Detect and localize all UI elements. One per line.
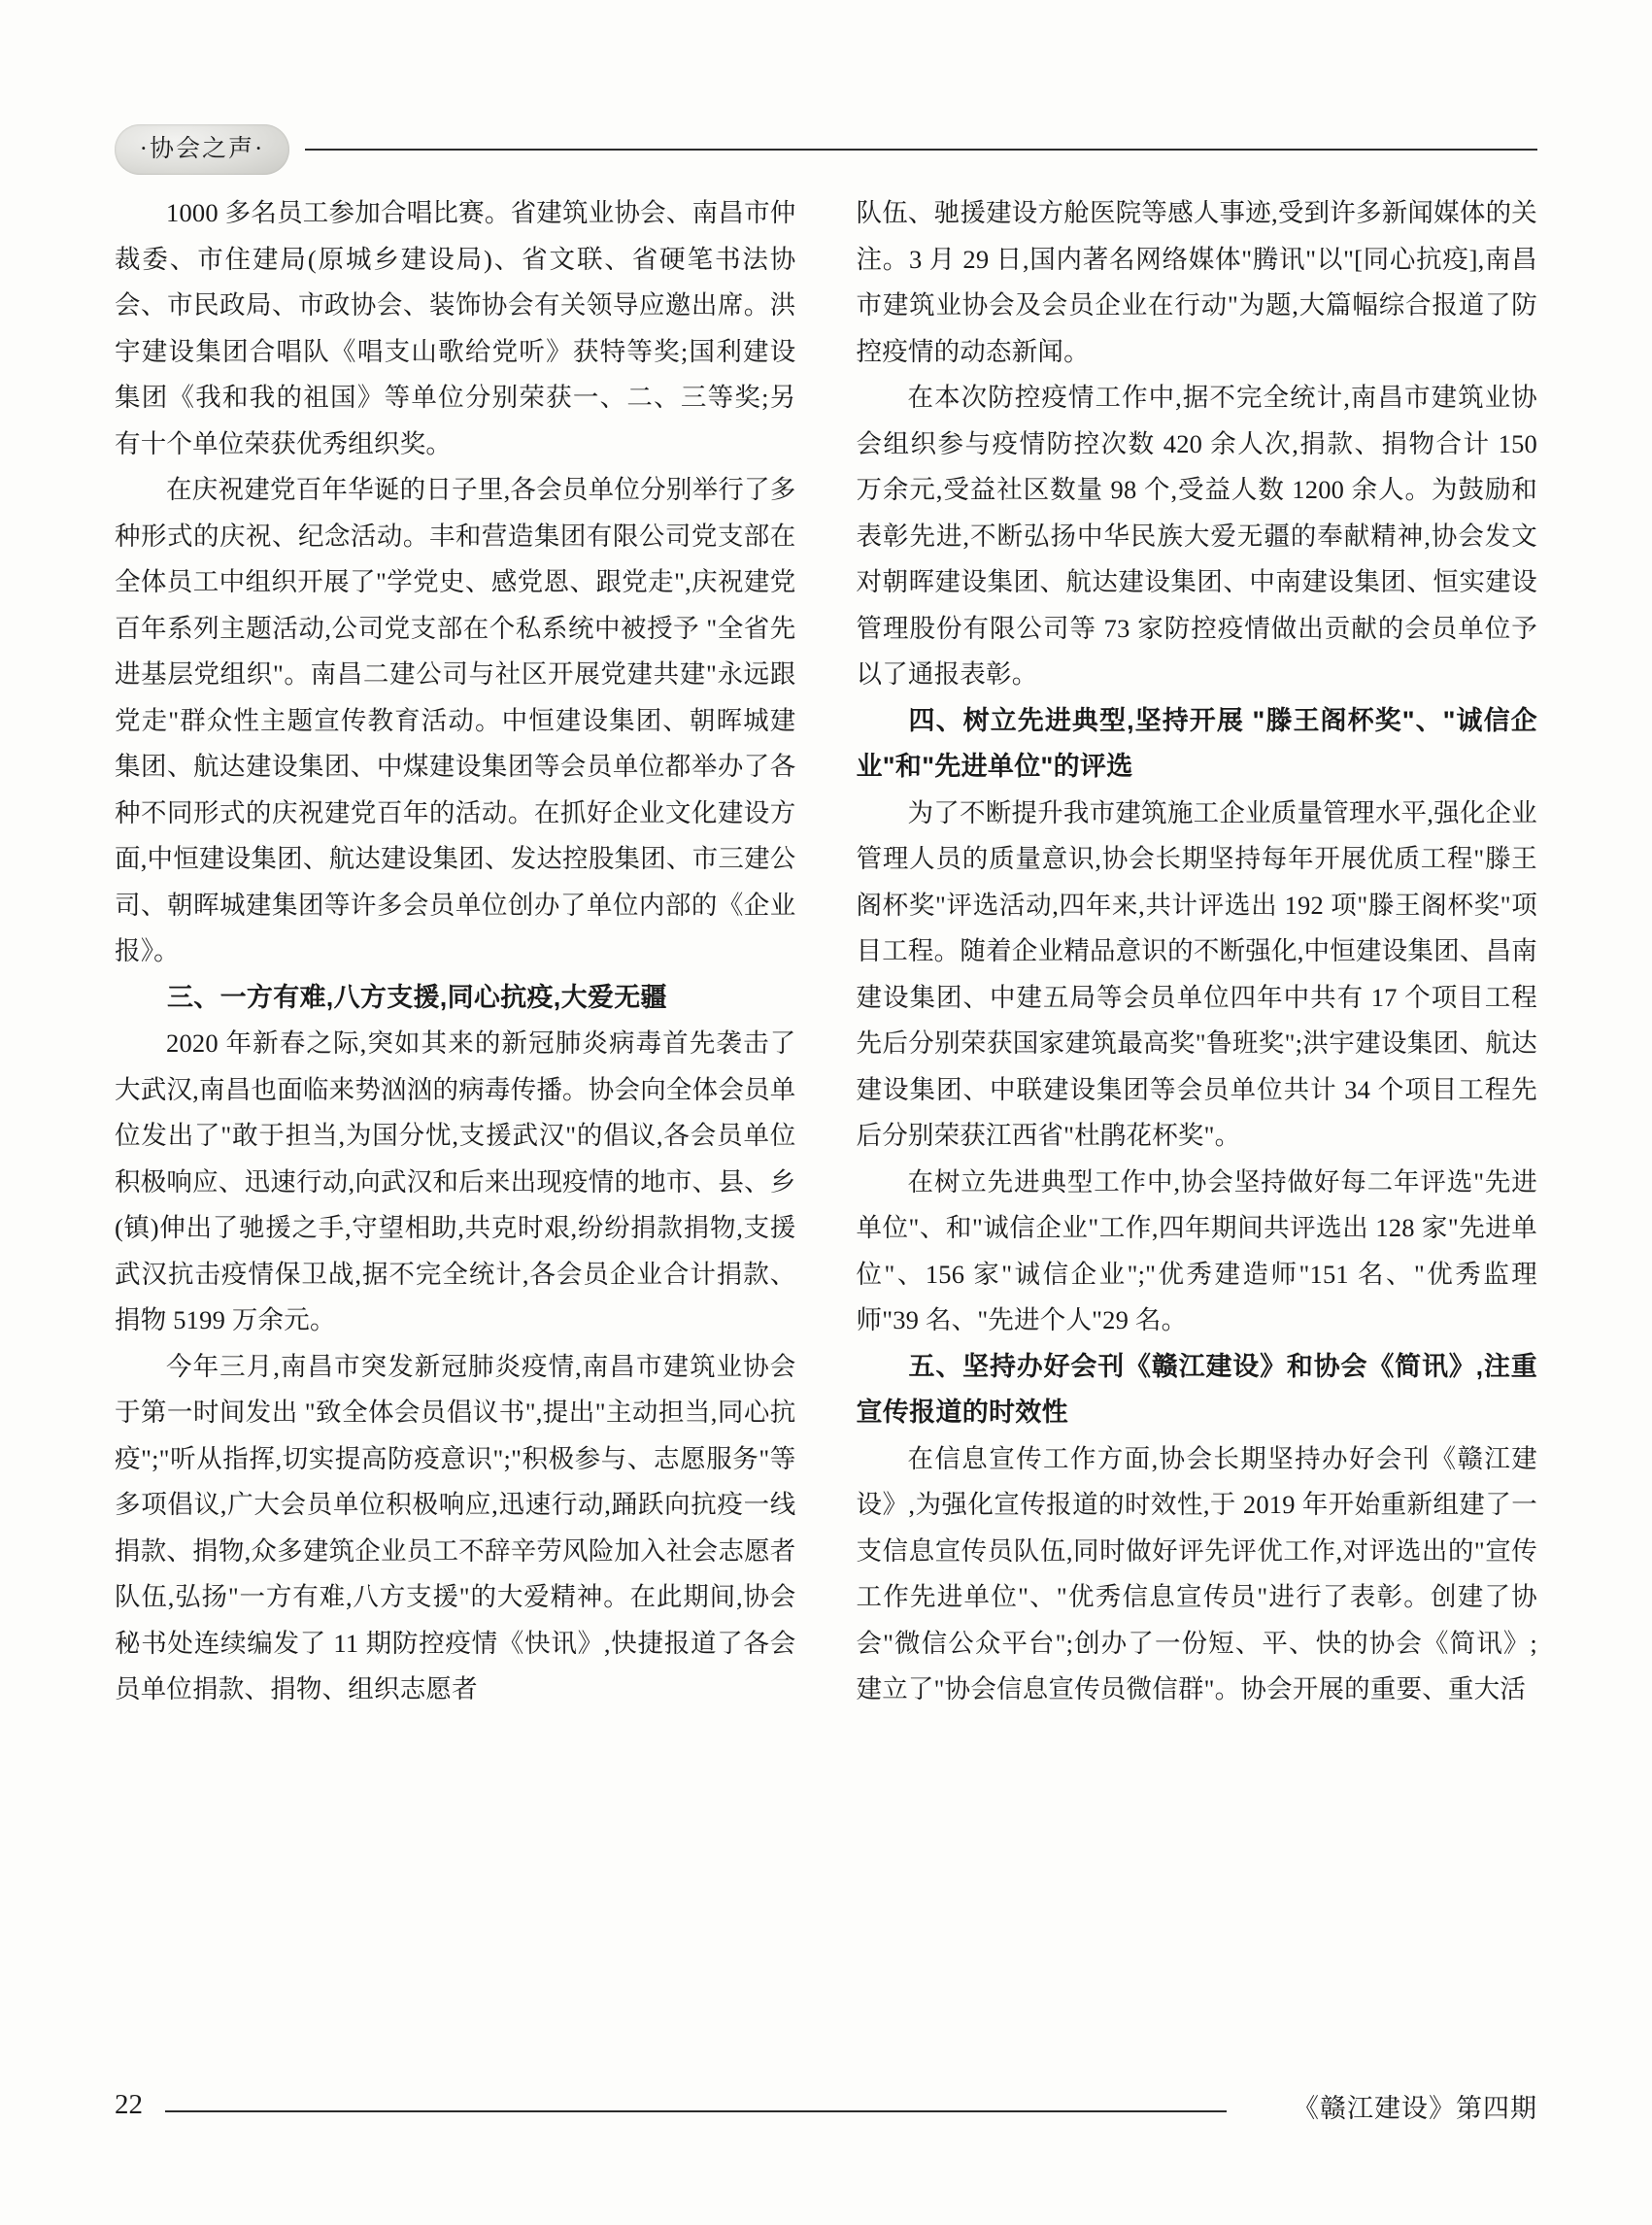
section-badge-label: ·协会之声· bbox=[139, 136, 265, 162]
paragraph: 1000 多名员工参加合唱比赛。省建筑业协会、南昌市仲裁委、市住建局(原城乡建设局)、省文联、省硬笔书法协会、市民政局、市政协会、装饰协会有关领导应邀出席。洪宇建设集团合唱队《唱支山歌给党听》获特等奖;国利建设集团《我和我的祖国》等单位分别荣获一、二、三等奖;另有十个单位荣获优秀组织奖。 bbox=[115, 198, 796, 458]
left-column bbox=[115, 190, 796, 2050]
section-heading-3: 三、一方有难,八方支援,同心抗疫,大爱无疆 bbox=[167, 982, 667, 1012]
page-number: 22 bbox=[115, 2089, 143, 2120]
article-columns bbox=[115, 190, 1537, 2050]
paragraph: 为了不断提升我市建筑施工企业质量管理水平,强化企业管理人员的质量意识,协会长期坚持每年开展优质工程"滕王阁杯奖"评选活动,四年来,共计评选出 192 项"滕王阁杯奖"项目工程。随着企业精品意识的不断强化,中恒建设集团、昌南建设集团、中建五局等会员单位四年中共有 17 个项目工程先后分别荣获国家建筑最高奖"鲁班奖";洪宇建设集团、航达建设集团、中联建设集团等会员单位共计 34 个项目工程先后分别荣获江西省"杜鹃花杯奖"。 bbox=[856, 797, 1537, 1150]
paragraph: 今年三月,南昌市突发新冠肺炎疫情,南昌市建筑业协会于第一时间发出 "致全体会员倡议书",提出"主动担当,同心抗疫";"听从指挥,切实提高防疫意识";"积极参与、志愿服务"等多项倡议,广大会员单位积极响应,迅速行动,踊跃向抗疫一线捐款、捐物,众多建筑企业员工不辞辛劳风险加入社会志愿者队伍,弘扬"一方有难,八方支援"的大爱精神。在此期间,协会秘书处连续编发了 11 期防控疫情《快讯》,快捷报道了各会员单位捐款、捐物、组织志愿者 bbox=[115, 1351, 796, 1703]
footer-divider bbox=[165, 2110, 1227, 2112]
paragraph: 在庆祝建党百年华诞的日子里,各会员单位分别举行了多种形式的庆祝、纪念活动。丰和营造集团有限公司党支部在全体员工中组织开展了"学党史、感党恩、跟党走",庆祝建党百年系列主题活动,公司党支部在个私系统中被授予 "全省先进基层党组织"。南昌二建公司与社区开展党建共建"永远跟党走"群众性主题宣传教育活动。中恒建设集团、朝晖城建集团、航达建设集团、中煤建设集团等会员单位都举办了各种不同形式的庆祝建党百年的活动。在抓好企业文化建设方面,中恒建设集团、航达建设集团、发达控股集团、市三建公司、朝晖城建集团等许多会员单位创办了单位内部的《企业报》。 bbox=[115, 475, 796, 965]
section-heading-5: 五、坚持办好会刊《赣江建设》和协会《简讯》,注重宣传报道的时效性 bbox=[856, 1351, 1537, 1427]
page-footer bbox=[115, 2087, 1537, 2132]
publication-title: 《赣江建设》第四期 bbox=[1293, 2094, 1537, 2123]
page-header bbox=[115, 124, 1537, 183]
paragraph: 在树立先进典型工作中,协会坚持做好每二年评选"先进单位"、和"诚信企业"工作,四年期间共评选出 128 家"先进单位"、156 家"诚信企业";"优秀建造师"151 名、"优秀监理师"39 名、"先进个人"29 名。 bbox=[856, 1166, 1537, 1334]
paragraph: 队伍、驰援建设方舱医院等感人事迹,受到许多新闻媒体的关注。3 月 29 日,国内著名网络媒体"腾讯"以"[同心抗疫],南昌市建筑业协会及会员企业在行动"为题,大篇幅综合报道了防控疫情的动态新闻。 bbox=[856, 198, 1537, 366]
header-divider bbox=[305, 149, 1537, 151]
paragraph: 在本次防控疫情工作中,据不完全统计,南昌市建筑业协会组织参与疫情防控次数 420 余人次,捐款、捐物合计 150 万余元,受益社区数量 98 个,受益人数 1200 余人。为鼓励和表彰先进,不断弘扬中华民族大爱无疆的奉献精神,协会发文对朝晖建设集团、航达建设集团、中南建设集团、恒实建设管理股份有限公司等 73 家防控疫情做出贡献的会员单位予以了通报表彰。 bbox=[856, 383, 1537, 689]
paragraph: 2020 年新春之际,突如其来的新冠肺炎病毒首先袭击了大武汉,南昌也面临来势汹汹的病毒传播。协会向全体会员单位发出了"敢于担当,为国分忧,支援武汉"的倡议,各会员单位积极响应、迅速行动,向武汉和后来出现疫情的地市、县、乡(镇)伸出了驰援之手,守望相助,共克时艰,纷纷捐款捐物,支援武汉抗击疫情保卫战,据不完全统计,各会员企业合计捐款、捐物 5199 万余元。 bbox=[115, 1028, 796, 1334]
paragraph: 在信息宣传工作方面,协会长期坚持办好会刊《赣江建设》,为强化宣传报道的时效性,于 2019 年开始重新组建了一支信息宣传员队伍,同时做好评先评优工作,对评选出的"宣传工作先进单位"、"优秀信息宣传员"进行了表彰。创建了协会"微信公众平台";创办了一份短、平、快的协会《简讯》;建立了"协会信息宣传员微信群"。协会开展的重要、重大活 bbox=[856, 1443, 1537, 1703]
right-column bbox=[857, 190, 1538, 2050]
section-heading-4: 四、树立先进典型,坚持开展 "滕王阁杯奖"、"诚信企业"和"先进单位"的评选 bbox=[856, 705, 1537, 781]
section-badge bbox=[115, 124, 289, 175]
